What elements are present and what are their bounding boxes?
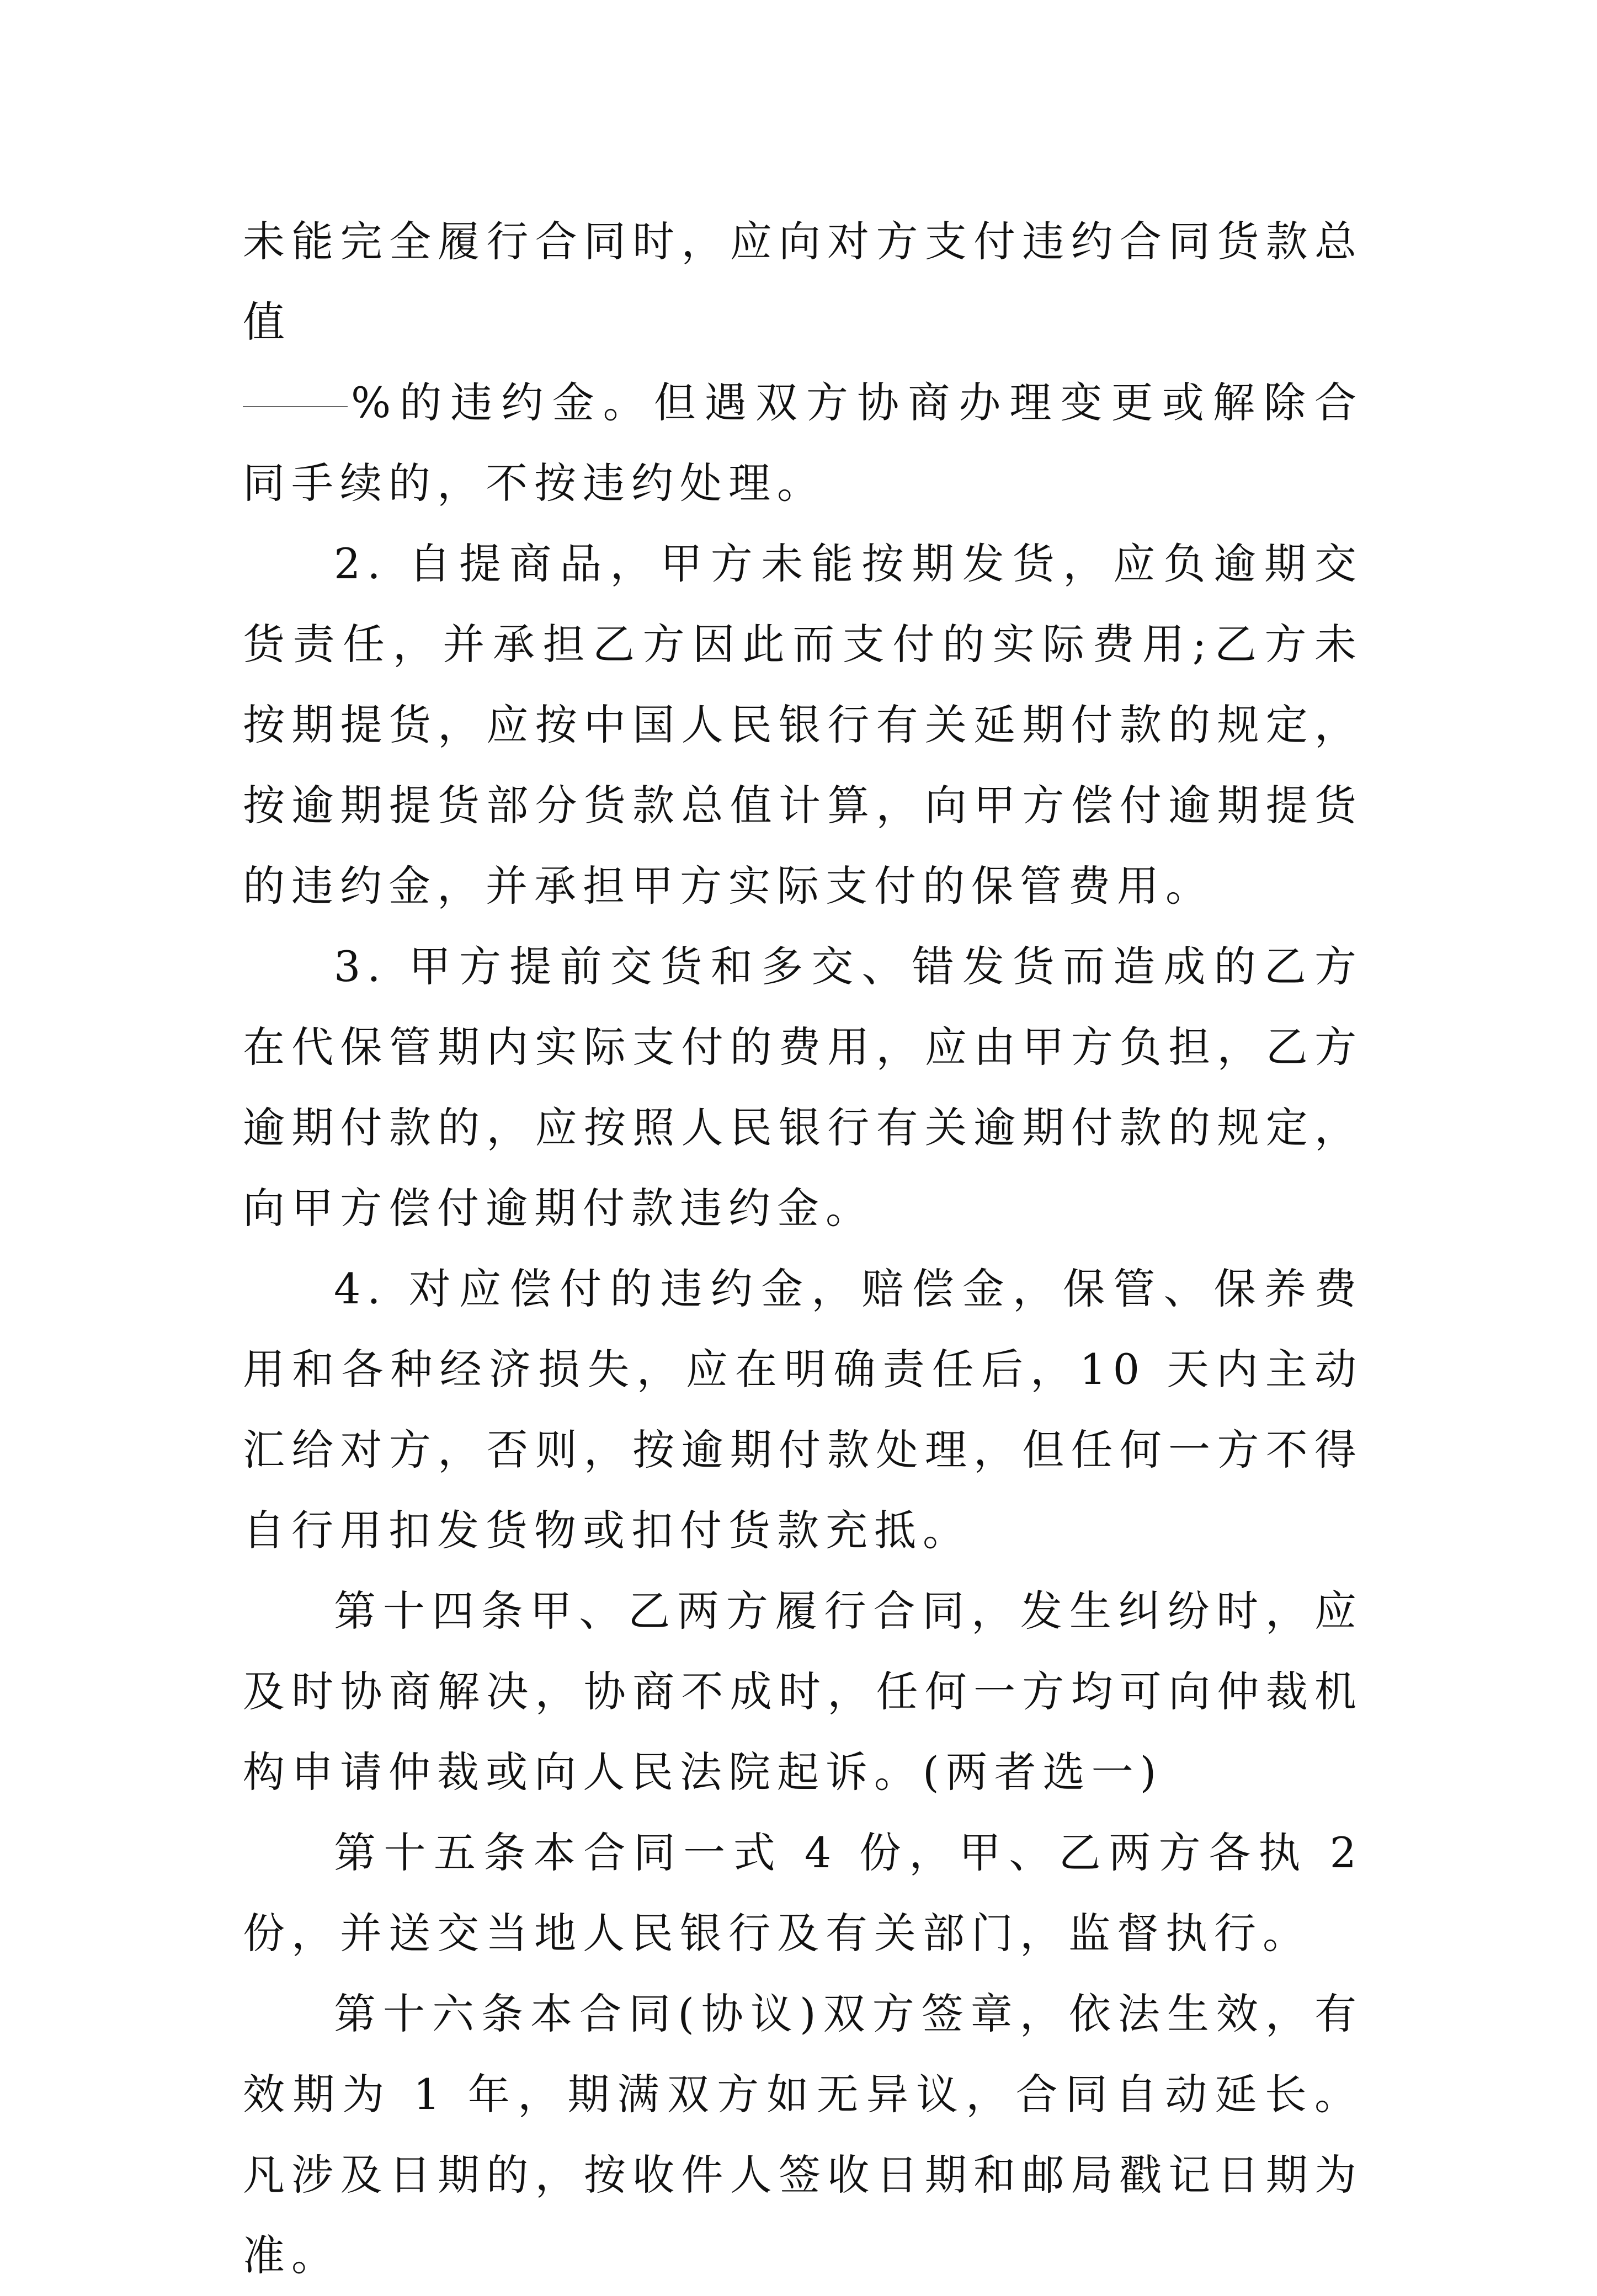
paragraph-1-text-before-blank: 未能完全履行合同时，应向对方支付违约合同货款总值 — [243, 217, 1363, 347]
paragraph-self-pickup: 2. 自提商品，甲方未能按期发货，应负逾期交货责任，并承担乙方因此而支付的实际费用;乙方未按期提货，应按中国人民银行有关延期付款的规定，按逾期提货部分货款总值计算，向甲方偿付逾期提货的违约金，并承担甲方实际支付的保管费用。 — [243, 539, 1363, 910]
fill-in-blank-line — [243, 406, 348, 407]
paragraph-article-15: 第十五条本合同一式 4 份，甲、乙两方各执 2 份，并送交当地人民银行及有关部门，监督执行。 — [243, 1828, 1363, 1958]
document-body — [243, 201, 1363, 2296]
paragraph-compensation-payment: 4. 对应偿付的违约金，赔偿金，保管、保养费用和各种经济损失，应在明确责任后，10 天内主动汇给对方，否则，按逾期付款处理，但任何一方不得自行用扣发货物或扣付货款充抵。 — [243, 1264, 1363, 1555]
paragraph-article-16: 第十六条本合同(协议)双方签章，依法生效，有效期为 1 年，期满双方如无异议，合同自动延长。凡涉及日期的，按收件人签收日期和邮局戳记日期为准。 — [243, 1989, 1363, 2280]
paragraph-early-delivery: 3. 甲方提前交货和多交、错发货而造成的乙方在代保管期内实际支付的费用，应由甲方负担，乙方逾期付款的，应按照人民银行有关逾期付款的规定，向甲方偿付逾期付款违约金。 — [243, 942, 1363, 1233]
paragraph-article-14: 第十四条甲、乙两方履行合同，发生纠纷时，应及时协商解决，协商不成时，任何一方均可向仲裁机构申请仲裁或向人民法院起诉。(两者选一) — [243, 1586, 1363, 1797]
paragraph-breach-penalty — [243, 201, 1363, 524]
paragraph-1-text-after-blank: %的违约金。但遇双方协商办理变更或解除合同手续的，不按违约处理。 — [243, 378, 1363, 508]
